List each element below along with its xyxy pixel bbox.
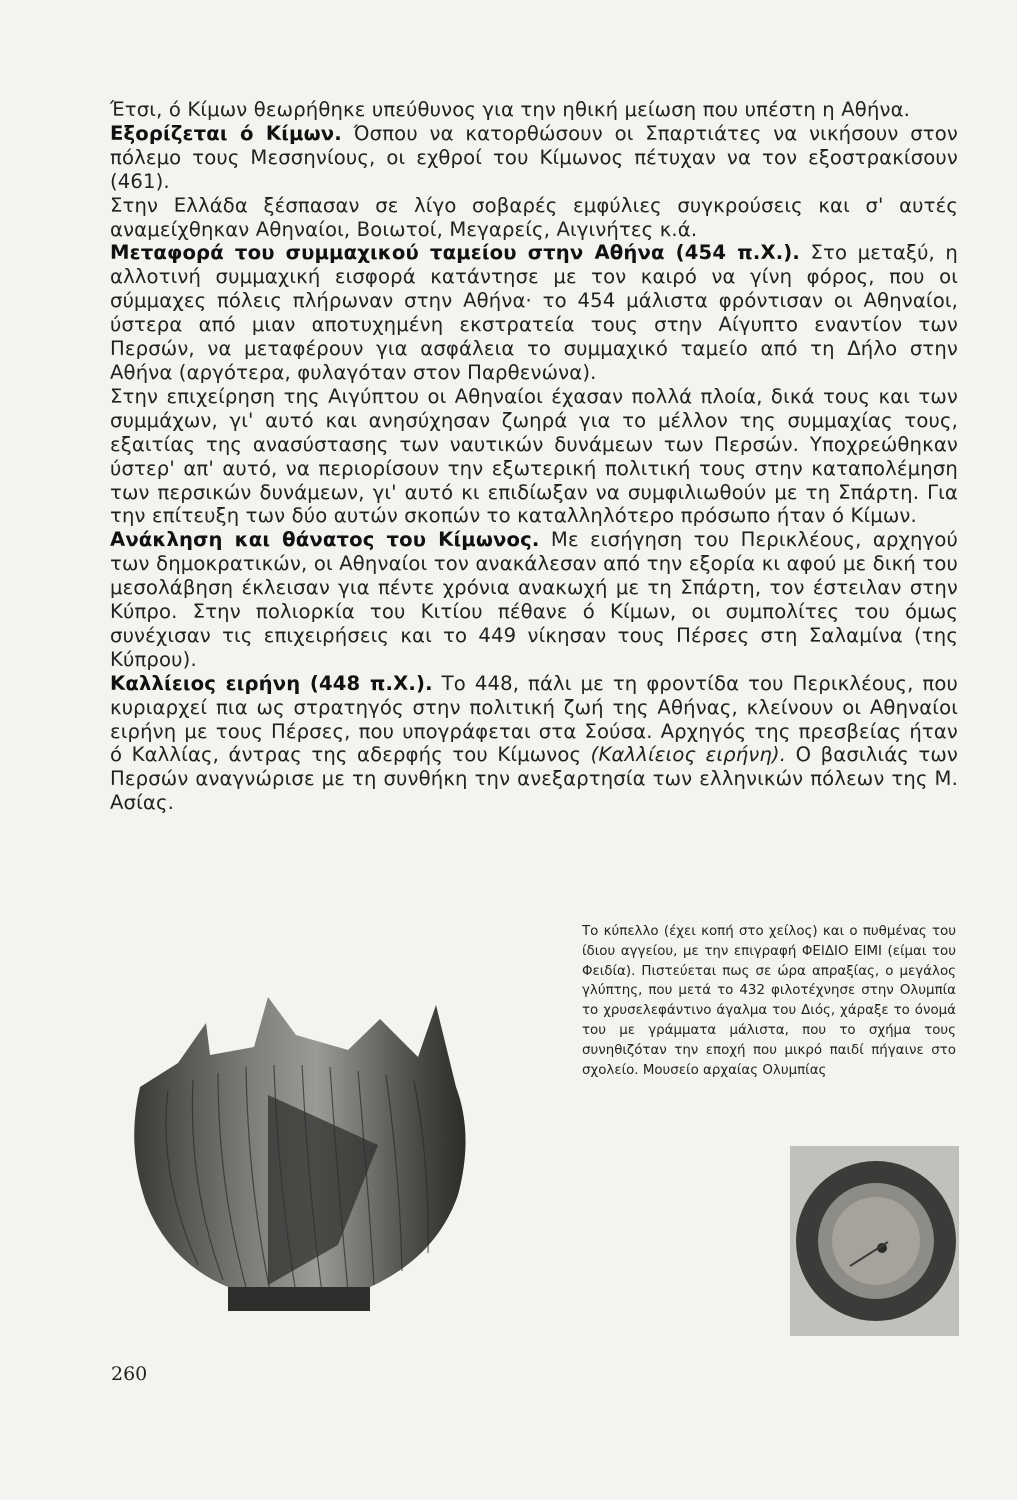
paragraph-6 [110, 528, 958, 671]
vessel-base-image [790, 1146, 959, 1336]
body-text [110, 98, 958, 815]
paragraph-3 [110, 194, 958, 242]
paragraph-text: Ο βασιλιάς των Περσών αναγνώρισε με τη συνθήκη την ανεξαρτησία των ελληνικών πόλεων της Μ. Ασίας. [110, 743, 958, 815]
paragraph-7 [110, 672, 958, 815]
section-heading: Καλλίειος ειρήνη (448 π.Χ.). [110, 671, 433, 695]
figure-caption: Το κύπελλο (έχει κοπή στο χείλος) και ο πυθμένας του ίδιου αγγείου, με την επιγραφή ΦΕΙΔΙΟ ΕΙΜΙ (είμαι του Φειδία). Πιστεύεται πως σε ώρα απραξίας, ο μεγάλος γλύπτης, που μετά το 432 φιλοτέχνησε στην Ολυμπία το χρυσελεφάντινο άγαλμα του Διός, χάραξε το όνομά του με γράμματα μάλιστα, που το σχήμα τους συνηθιζόταν την εποχή που μικρό παιδί πήγαινε στο σχολείο. Μουσείο αρχαίας Ολυμπίας [582, 924, 956, 1078]
paragraph-text: Το 448, πάλι με τη φροντίδα του Περικλέους, που κυριαρχεί πια ως στρατηγός στην πολιτική ζωή της Αθήνας, κλείνουν οι Αθηναίοι ειρήνη με τους Πέρσες, που υπογράφεται στα Σούσα. Αρχηγός της πρεσβείας ήταν ό Καλλίας, άντρας της αδερφής του Κίμωνος [110, 671, 958, 767]
vessel-photo [118, 995, 480, 1317]
page-number: 260 [111, 1363, 148, 1385]
section-heading: Μεταφορά του συμμαχικού ταμείου στην Αθήνα (454 π.Χ.). [110, 241, 801, 265]
paragraph-text: Έτσι, ό Κίμων θεωρήθηκε υπεύθυνος για την ηθική μείωση που υπέστη η Αθήνα. [110, 98, 911, 121]
italic-term: (Καλλίειος ειρήνη). [590, 743, 787, 767]
paragraph-text: Όσπου να κατορθώσουν οι Σπαρτιάτες να νικήσουν στον πόλεμο τους Μεσσηνίους, οι εχθροί του Κίμωνος πέτυχαν να τον εξοστρακίσουν (461). [110, 121, 958, 193]
paragraph-4 [110, 241, 958, 384]
paragraph-5 [110, 385, 958, 528]
paragraph-2 [110, 122, 958, 194]
vessel-base-photo [790, 1146, 959, 1336]
paragraph-text: Στην επιχείρηση της Αιγύπτου οι Αθηναίοι έχασαν πολλά πλοία, δικά τους και των συμμάχων, γι' αυτό και ανησύχησαν ζωηρά για το μέλλον της συμμαχίας τους, εξαιτίας της ανασύστασης των ναυτικών δυνάμεων των Περσών. Υποχρεώθηκαν ύστερ' απ' αυτό, να περιορίσουν την εξωτερική πολιτική τους στην καταπολέμηση των περσικών δυνάμεων, γι' αυτό κι επιδίωξαν να συμφιλιωθούν με τη Σπάρτη. Για την επίτευξη των δύο αυτών σκοπών το καταλληλότερο πρόσωπο ήταν ό Κίμων. [110, 384, 958, 528]
section-heading: Εξορίζεται ό Κίμων. [110, 121, 342, 145]
paragraph-1 [110, 98, 958, 122]
section-heading: Ανάκληση και θάνατος του Κίμωνος. [110, 528, 540, 552]
paragraph-text: Με εισήγηση του Περικλέους, αρχηγού των δημοκρατικών, οι Αθηναίοι τον ανακάλεσαν από την εξορία κι αφού με δική του μεσολάβηση έκλεισαν για πέντε χρόνια ανακωχή με τη Σπάρτη, τον έστειλαν στην Κύπρο. Στην πολιορκία του Κιτίου πέθανε ό Κίμων, οι συμπολίτες του όμως συνέχισαν τις επιχειρήσεις και το 449 νίκησαν τους Πέρσες στη Σαλαμίνα (της Κύπρου). [110, 528, 958, 671]
paragraph-text: Στην Ελλάδα ξέσπασαν σε λίγο σοβαρές εμφύλιες συγκρούσεις και σ' αυτές αναμείχθηκαν Αθηναίοι, Βοιωτοί, Μεγαρείς, Αιγινήτες κ.ά. [110, 193, 958, 241]
paragraph-text: Στο μεταξύ, η αλλοτινή συμμαχική εισφορά κατάντησε με τον καιρό να γίνη φόρος, που οι σύμμαχες πόλεις πλήρωναν στην Αθήνα· το 454 μάλιστα φρόντισαν οι Αθηναίοι, ύστερα από μιαν αποτυχημένη εκστρατεία τους στην Αίγυπτο εναντίον των Περσών, να μεταφέρουν για ασφάλεια το συμμαχικό ταμείο από τη Δήλο στην Αθήνα (αργότερα, φυλαγόταν στον Παρθενώνα). [110, 241, 958, 384]
